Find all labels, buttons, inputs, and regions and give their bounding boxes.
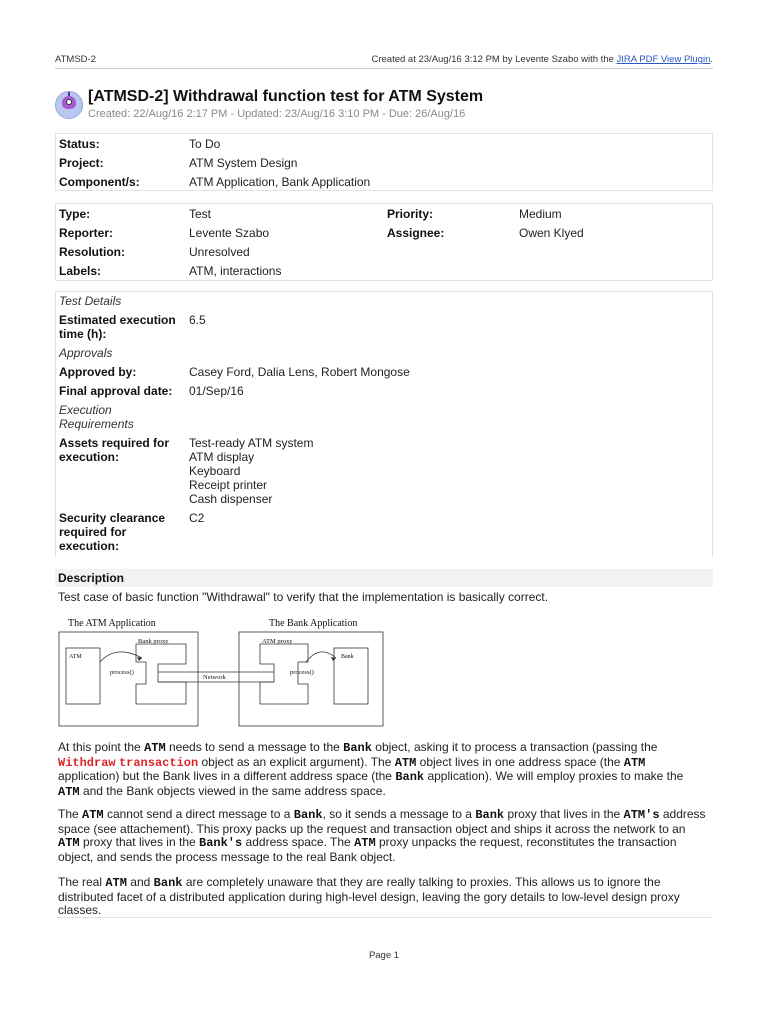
type-value: Test bbox=[189, 207, 212, 221]
details-panel: Type: Test Priority: Medium Reporter: Levente Szabo Assignee: Owen Klyed Resolution: Unresolved Labels: ATM, interactions bbox=[55, 203, 713, 281]
description-paragraph-1: At this point the ATM needs to send a message to the Bank object, asking it to process a transaction (passing the Withdraw transaction object as an explicit argument). The ATM object lives in one address space (the ATM application) but the Bank lives in a different address space (the Bank application). We will employ proxies to make the ATM and the Bank objects viewed in the same address space. bbox=[58, 740, 684, 799]
status-value: To Do bbox=[189, 137, 221, 151]
security-clearance-label: Security clearance required for execution: bbox=[59, 511, 166, 553]
issue-title: [ATMSD-2] Withdrawal function test for ATM System bbox=[88, 88, 484, 105]
svg-text:Bank: Bank bbox=[341, 654, 354, 660]
network-label: Network bbox=[203, 674, 226, 681]
project-value: ATM System Design bbox=[189, 156, 298, 170]
bank-proxy-shape bbox=[136, 644, 186, 704]
atm-bank-proxy-diagram bbox=[58, 614, 384, 728]
bank-application-box bbox=[239, 632, 383, 726]
estimated-time-value: 6.5 bbox=[189, 313, 206, 327]
atm-application-label: The ATM Application bbox=[68, 618, 156, 629]
assets-values: Test-ready ATM system ATM display Keyboard Receipt printer Cash dispenser bbox=[189, 436, 314, 506]
footer-divider bbox=[55, 917, 713, 918]
description-paragraph-2: The ATM cannot send a direct message to a Bank, so it sends a message to a Bank proxy that lives in the ATM's address space (see attachement). This proxy packs up the request and transaction object and ships it across the network to an ATM proxy that lives in the Bank's address space. The ATM proxy unpacks the request, reconstitutes the transaction object, and sends the process message to the real Bank object. bbox=[58, 807, 706, 864]
execution-requirements-heading: Execution Requirements bbox=[59, 403, 134, 431]
approved-by-label: Approved by: bbox=[59, 365, 137, 379]
final-approval-label: Final approval date: bbox=[59, 384, 173, 398]
page-number: Page 1 bbox=[368, 950, 400, 961]
jira-pdf-plugin-link[interactable]: JIRA PDF View Plugin bbox=[616, 54, 711, 65]
resolution-value: Unresolved bbox=[189, 245, 250, 259]
project-avatar-icon bbox=[55, 91, 83, 119]
created-info: Created at 23/Aug/16 3:12 PM by Levente Szabo with the JIRA PDF View Plugin. bbox=[371, 54, 713, 65]
security-clearance-value: C2 bbox=[189, 511, 205, 525]
description-heading: Description bbox=[55, 569, 713, 587]
approvals-heading: Approvals bbox=[59, 346, 113, 360]
svg-text:ATM: ATM bbox=[69, 654, 82, 660]
right-call-arrow bbox=[306, 652, 336, 662]
svg-text:ATM proxy: ATM proxy bbox=[262, 638, 293, 645]
components-value: ATM Application, Bank Application bbox=[189, 175, 371, 189]
final-approval-value: 01/Sep/16 bbox=[189, 384, 244, 398]
test-details-heading: Test Details bbox=[59, 294, 122, 308]
summary-panel: Status: To Do Project: ATM System Design Component/s: ATM Application, Bank Application bbox=[55, 133, 713, 191]
approved-by-value: Casey Ford, Dalia Lens, Robert Mongose bbox=[189, 365, 410, 379]
reporter-value: Levente Szabo bbox=[189, 226, 270, 240]
issue-dates: Created: 22/Aug/16 2:17 PM - Updated: 23/Aug/16 3:10 PM - Due: 26/Aug/16 bbox=[88, 108, 466, 120]
description-paragraph-3: The real ATM and Bank are completely unaware that they are really talking to proxies. This allows us to ignore the distributed facet of a distributed application during high-level design, leaving the gory details to low-level design proxy classes. bbox=[58, 875, 680, 917]
svg-text:process(): process() bbox=[290, 669, 314, 676]
priority-value: Medium bbox=[519, 207, 562, 221]
custom-fields-panel bbox=[55, 291, 713, 557]
assignee-value: Owen Klyed bbox=[519, 226, 584, 240]
issue-key-header: ATMSD-2 bbox=[55, 54, 96, 65]
atm-application-box bbox=[59, 632, 198, 726]
description-intro: Test case of basic function "Withdrawal" to verify that the implementation is basically correct. bbox=[58, 590, 549, 604]
svg-text:Bank proxy: Bank proxy bbox=[138, 638, 169, 645]
pdf-header bbox=[55, 52, 713, 69]
svg-text:process(): process() bbox=[110, 669, 134, 676]
assets-label: Assets required for execution: bbox=[59, 436, 170, 464]
labels-value: ATM, interactions bbox=[189, 264, 282, 278]
estimated-time-label: Estimated execution time (h): bbox=[59, 313, 176, 341]
bank-application-label: The Bank Application bbox=[269, 618, 358, 629]
